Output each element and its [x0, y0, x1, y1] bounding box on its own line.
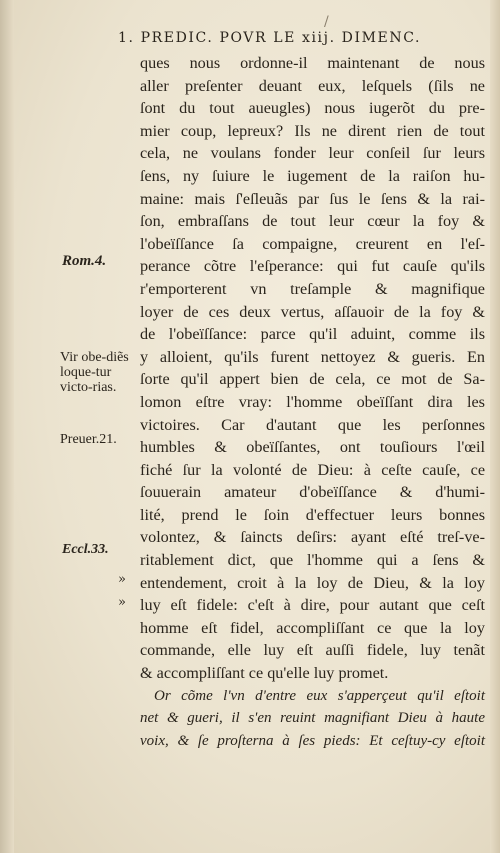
margin-note-prov: Preuer.21.: [60, 432, 117, 447]
text-line: r'emporterent vn treſample & magnifique: [140, 279, 485, 298]
text-line: luy eſt fidele: c'eſt à dire, pour autant que ceſt: [140, 596, 485, 615]
text-line: lité, prend le ſoin d'effectuer leurs bonnes: [140, 505, 485, 524]
text-line: perance cõtre l'eſperance: qui fut cauſe qu'ils: [140, 257, 485, 276]
margin-note-rom: Rom.4.: [62, 253, 107, 269]
text-line: ſont du tout aueugles) nous iugerõt du pre-: [140, 99, 485, 118]
text-line: loyer de ces deux vertus, aſſauoir de la foy &: [140, 302, 485, 321]
text-line: ſorte qu'il appert bien de cela, ce mot de Sa-: [140, 370, 485, 389]
text-line: y alloient, qu'ils furent nettoyez & gueris. En: [140, 347, 485, 366]
running-header: 1. PREDIC. POVR LE xiij. DIMENC.: [118, 30, 422, 46]
text-line: de l'obeïſſance: parce qu'il aduint, comme ils: [140, 325, 485, 344]
text-line: ques nous ordonne-il maintenant de nous: [140, 54, 485, 72]
text-line: cela, ne voulans fonder leur conſeil ſur leurs: [140, 144, 485, 163]
text-line: entendement, croit à la loy de Dieu, & la loy: [140, 573, 485, 592]
page-right-edge: [490, 0, 500, 853]
text-line: homme eſt fidel, accompliſſant ce que la loy: [140, 618, 485, 637]
text-line-italic: voix, & ſe proſterna à ſes pieds: Et ceſtuy-cy eſtoit: [140, 732, 485, 749]
text-line: commande, elle luy eſt auſſi fidele, luy tenãt: [140, 641, 485, 660]
body-text: [140, 52, 485, 752]
text-line: aller preſenter deuant eux, leſquels (ſils ne: [140, 76, 485, 95]
text-line-italic: Or cõme l'vn d'entre eux s'apperçeut qu'il eſtoit: [154, 687, 485, 704]
text-line: maine: mais ſ'eſleuãs par ſus le ſens & la rai-: [140, 189, 485, 208]
text-line: & accompliſſant ce qu'elle luy promet.: [140, 664, 389, 683]
text-line: l'obeïſſance ſa compaigne, creurent en l'eſ-: [140, 234, 485, 253]
quote-mark: »: [118, 572, 126, 587]
text-line: victoires. Car d'autant que les perſonnes: [140, 415, 485, 434]
text-line: ritablement dict, que l'homme qui a ſens &: [140, 551, 485, 570]
text-line: ſon, embraſſans de tout leur cœur la foy &: [140, 212, 485, 231]
text-line: lomon eſtre vray: l'homme obeïſſant dira les: [140, 392, 485, 411]
margin-note-victoire: Vir obe-diẽs loque-tur victo-rias.: [60, 350, 129, 395]
text-line: humbles & obeïſſantes, ont touſiours l'œil: [140, 438, 485, 457]
text-line: ſens, ny ſuiure le iugement de la raiſon hu-: [140, 166, 485, 185]
text-line: fiché ſur la volonté de Dieu: à ceſte cauſe, ce: [140, 460, 485, 479]
margin-note-eccl: Eccl.33.: [62, 542, 109, 557]
page-left-edge: [0, 0, 14, 853]
quote-mark: »: [118, 595, 126, 610]
text-line: ſouuerain amateur d'obeïſſance & d'humi-: [140, 483, 485, 502]
top-mark: /: [324, 14, 329, 30]
text-line: volontez, & ſaincts deſirs: ayant eſté treſ-ve-: [140, 528, 485, 547]
text-line-italic: net & gueri, il s'en reuint magnifiant Dieu à haute: [140, 710, 485, 727]
text-line: mier coup, lepreux? Ils ne dirent rien de tout: [140, 121, 485, 140]
